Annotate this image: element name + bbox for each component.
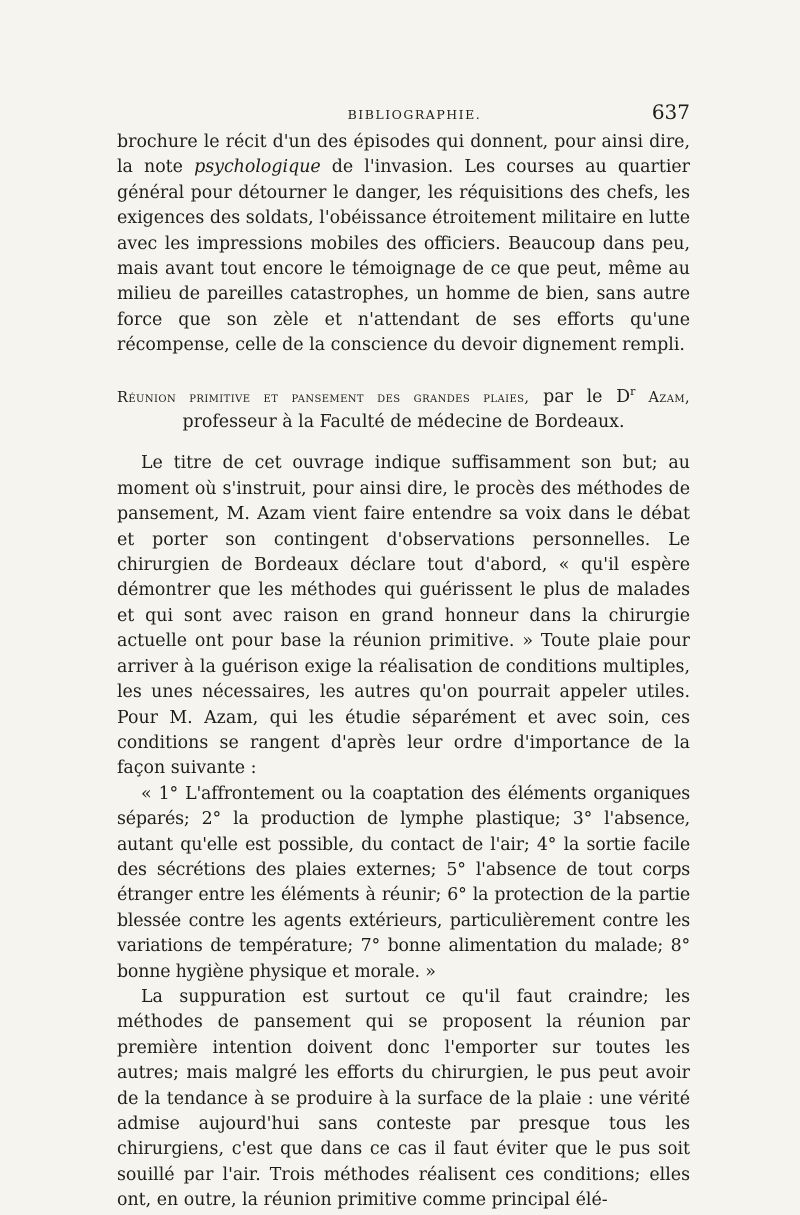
entry-heading	[117, 379, 690, 436]
entry-heading-line-2: professeur à la Faculté de médecine de Bordeaux.	[182, 412, 625, 433]
paragraph-1-end: de l'invasion. Les courses au quartier général pour détourner le danger, les réquisitions des chefs, les exigences des soldats, l'obéissance étroitement militaire en lutte avec les impressions mobiles des officiers. Beaucoup dans peu, mais avant tout encore le témoignage de ce que peut, même au milieu de pareilles catastrophes, un homme de bien, sans autre force que son zèle et n'attendant de ses efforts qu'une récompense, celle de la conscience du devoir dignement rempli.	[117, 157, 691, 356]
entry-by: par le D	[529, 386, 631, 407]
entry-author: Azam,	[635, 389, 690, 406]
body-text	[117, 130, 690, 1214]
paragraph-2: Le titre de cet ouvrage indique suffisamment son but; au moment où s'instruit, pour ainsi dire, le procès des méthodes de pansement, M. Azam vient faire entendre sa voix dans le débat et porter son contingent d'observations personnelles. Le chirurgien de Bordeaux déclare tout d'abord, « qu'il espère démontrer que les méthodes qui guérissent le plus de malades et qui sont avec raison en grand honneur dans la chirurgie actuelle ont pour base la réunion primitive. » Toute plaie pour arriver à la guérison exige la réalisation de conditions multiples, les unes nécessaires, les autres qu'on pourrait appeler utiles. Pour M. Azam, qui les étudie séparément et avec soin, ces conditions se rangent d'après leur ordre d'importance de la façon suivante :	[117, 453, 690, 779]
entry-dr-superscript: r	[630, 384, 636, 398]
italic-term: psychologique	[194, 157, 321, 178]
entry-title: Réunion primitive et pansement des grandes plaies,	[117, 389, 530, 406]
paragraph-continuation	[117, 130, 690, 359]
entry-heading-line-1	[117, 379, 690, 411]
running-head	[117, 100, 690, 128]
paragraph-3-quote: « 1° L'affrontement ou la coaptation des éléments organiques séparés; 2° la production de lymphe plastique; 3° l'absence, autant qu'elle est possible, du contact de l'air; 4° la sortie facile des sécrétions des plaies externes; 5° l'absence de tout corps étranger entre les éléments à réunir; 6° la protection de la partie blessée contre les agents extérieurs, particulièrement contre les variations de température; 7° bonne alimentation du malade; 8° bonne hygiène physique et morale. »	[117, 783, 690, 982]
paragraph-4: La suppuration est surtout ce qu'il faut craindre; les méthodes de pansement qui se proposent la réunion par première intention doivent donc l'emporter sur toutes les autres; mais malgré les efforts du chirurgien, le pus peut avoir de la tendance à se produire à la surface de la plaie : une vérité admise aujourd'hui sans conteste par presque tous les chirurgiens, c'est que dans ce cas il faut éviter que le pus soit souillé par l'air. Trois méthodes réalisent ces conditions; elles ont, en outre, la réunion primitive comme principal élé-	[117, 986, 690, 1211]
running-title: BIBLIOGRAPHIE.	[347, 107, 482, 122]
paragraph-1-start: brochure le récit d'un des épisodes qui donnent, pour ainsi dire, la note	[117, 132, 690, 178]
page-number: 637	[651, 100, 690, 124]
